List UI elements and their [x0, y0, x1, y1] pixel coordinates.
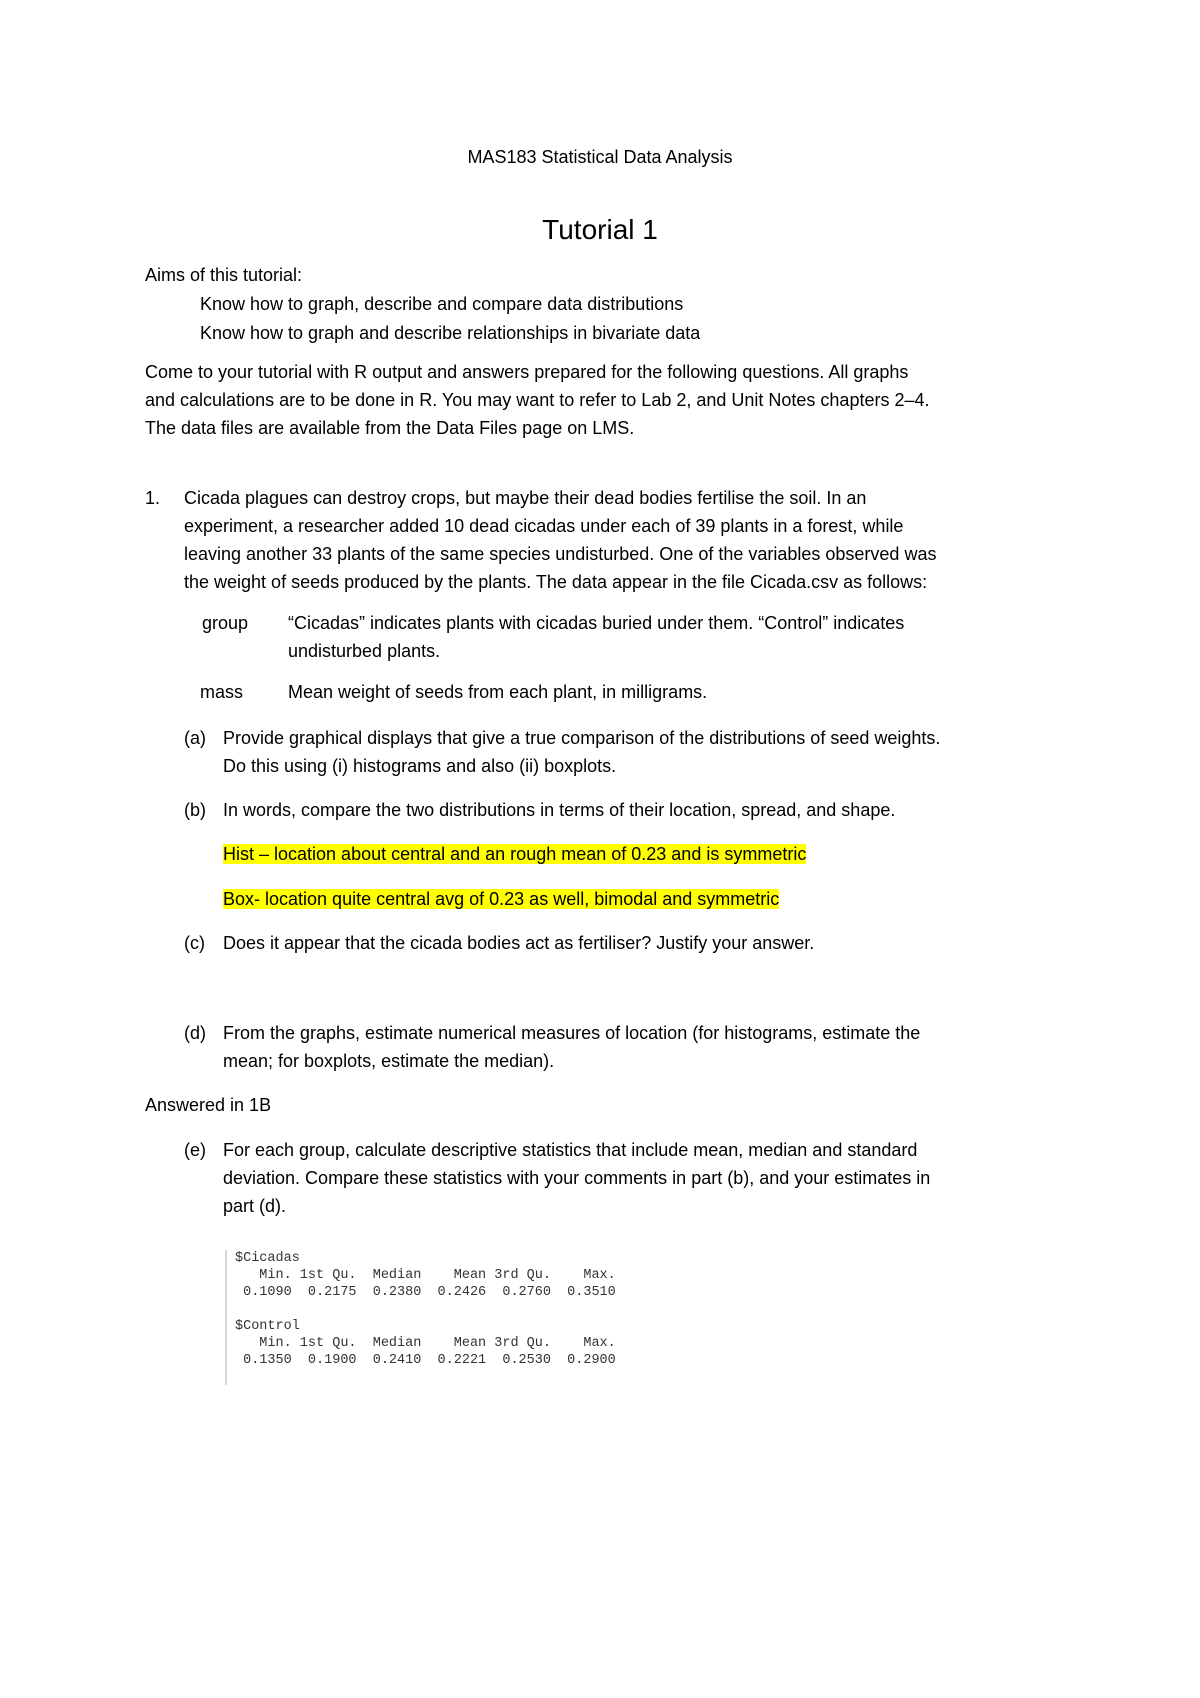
r-header-row: Min. 1st Qu. Median Mean 3rd Qu. Max.	[235, 1268, 616, 1283]
part-e-line: part (d).	[223, 1196, 287, 1216]
intro-line: and calculations are to be done in R. You may want to refer to Lab 2, and Unit Notes chapters 2–4.	[145, 390, 930, 410]
variable-desc-mass: Mean weight of seeds from each plant, in milligrams.	[288, 682, 708, 702]
part-c-line: Does it appear that the cicada bodies act as fertiliser? Justify your answer.	[223, 933, 815, 953]
question-line: experiment, a researcher added 10 dead cicadas under each of 39 plants in a forest, while	[184, 516, 904, 536]
part-e-line: For each group, calculate descriptive statistics that include mean, median and standard	[223, 1140, 918, 1160]
course-title: MAS183 Statistical Data Analysis	[467, 147, 733, 167]
part-a-label: (a)	[184, 728, 206, 748]
aim-item: Know how to graph, describe and compare data distributions	[200, 294, 684, 314]
part-a-line: Do this using (i) histograms and also (ii) boxplots.	[223, 756, 617, 776]
r-header-row: Min. 1st Qu. Median Mean 3rd Qu. Max.	[235, 1336, 616, 1351]
part-c-label: (c)	[184, 933, 205, 953]
r-control-row: 0.1350 0.1900 0.2410 0.2221 0.2530 0.2900	[235, 1353, 616, 1368]
part-b-line: In words, compare the two distributions in terms of their location, spread, and shape.	[223, 800, 896, 820]
question-line: the weight of seeds produced by the plants. The data appear in the file Cicada.csv as follows:	[184, 572, 928, 592]
part-e-line: deviation. Compare these statistics with your comments in part (b), and your estimates in	[223, 1168, 931, 1188]
intro-line: The data files are available from the Data Files page on LMS.	[145, 418, 635, 438]
variable-name-mass: mass	[200, 682, 244, 702]
intro-line: Come to your tutorial with R output and answers prepared for the following questions. All graphs	[145, 362, 909, 382]
aim-item: Know how to graph and describe relationships in bivariate data	[200, 323, 701, 343]
part-a-line: Provide graphical displays that give a true comparison of the distributions of seed weights.	[223, 728, 941, 748]
tutorial-title: Tutorial 1	[542, 214, 658, 245]
answer-highlight: Hist – location about central and an rough mean of 0.23 and is symmetric	[223, 844, 807, 864]
variable-name-group: group	[202, 613, 249, 633]
part-d-label: (d)	[184, 1023, 206, 1043]
r-output-block	[225, 1250, 667, 1385]
r-cicadas-label: $Cicadas	[235, 1251, 300, 1266]
r-cicadas-row: 0.1090 0.2175 0.2380 0.2426 0.2760 0.3510	[235, 1285, 616, 1300]
part-e-label: (e)	[184, 1140, 206, 1160]
variable-desc-group: “Cicadas” indicates plants with cicadas buried under them. “Control” indicates	[288, 613, 905, 633]
part-d-line: mean; for boxplots, estimate the median).	[223, 1051, 555, 1071]
part-d-line: From the graphs, estimate numerical measures of location (for histograms, estimate the	[223, 1023, 921, 1043]
r-control-label: $Control	[235, 1319, 300, 1334]
part-b-label: (b)	[184, 800, 206, 820]
variable-desc-group: undisturbed plants.	[288, 641, 441, 661]
question-line: leaving another 33 plants of the same species undisturbed. One of the variables observed was	[184, 544, 937, 564]
answer-note: Answered in 1B	[145, 1095, 272, 1115]
question-line: Cicada plagues can destroy crops, but maybe their dead bodies fertilise the soil. In an	[184, 488, 867, 508]
question-number: 1.	[145, 488, 161, 508]
aims-heading: Aims of this tutorial:	[145, 265, 303, 285]
answer-highlight: Box- location quite central avg of 0.23 as well, bimodal and symmetric	[223, 889, 780, 909]
